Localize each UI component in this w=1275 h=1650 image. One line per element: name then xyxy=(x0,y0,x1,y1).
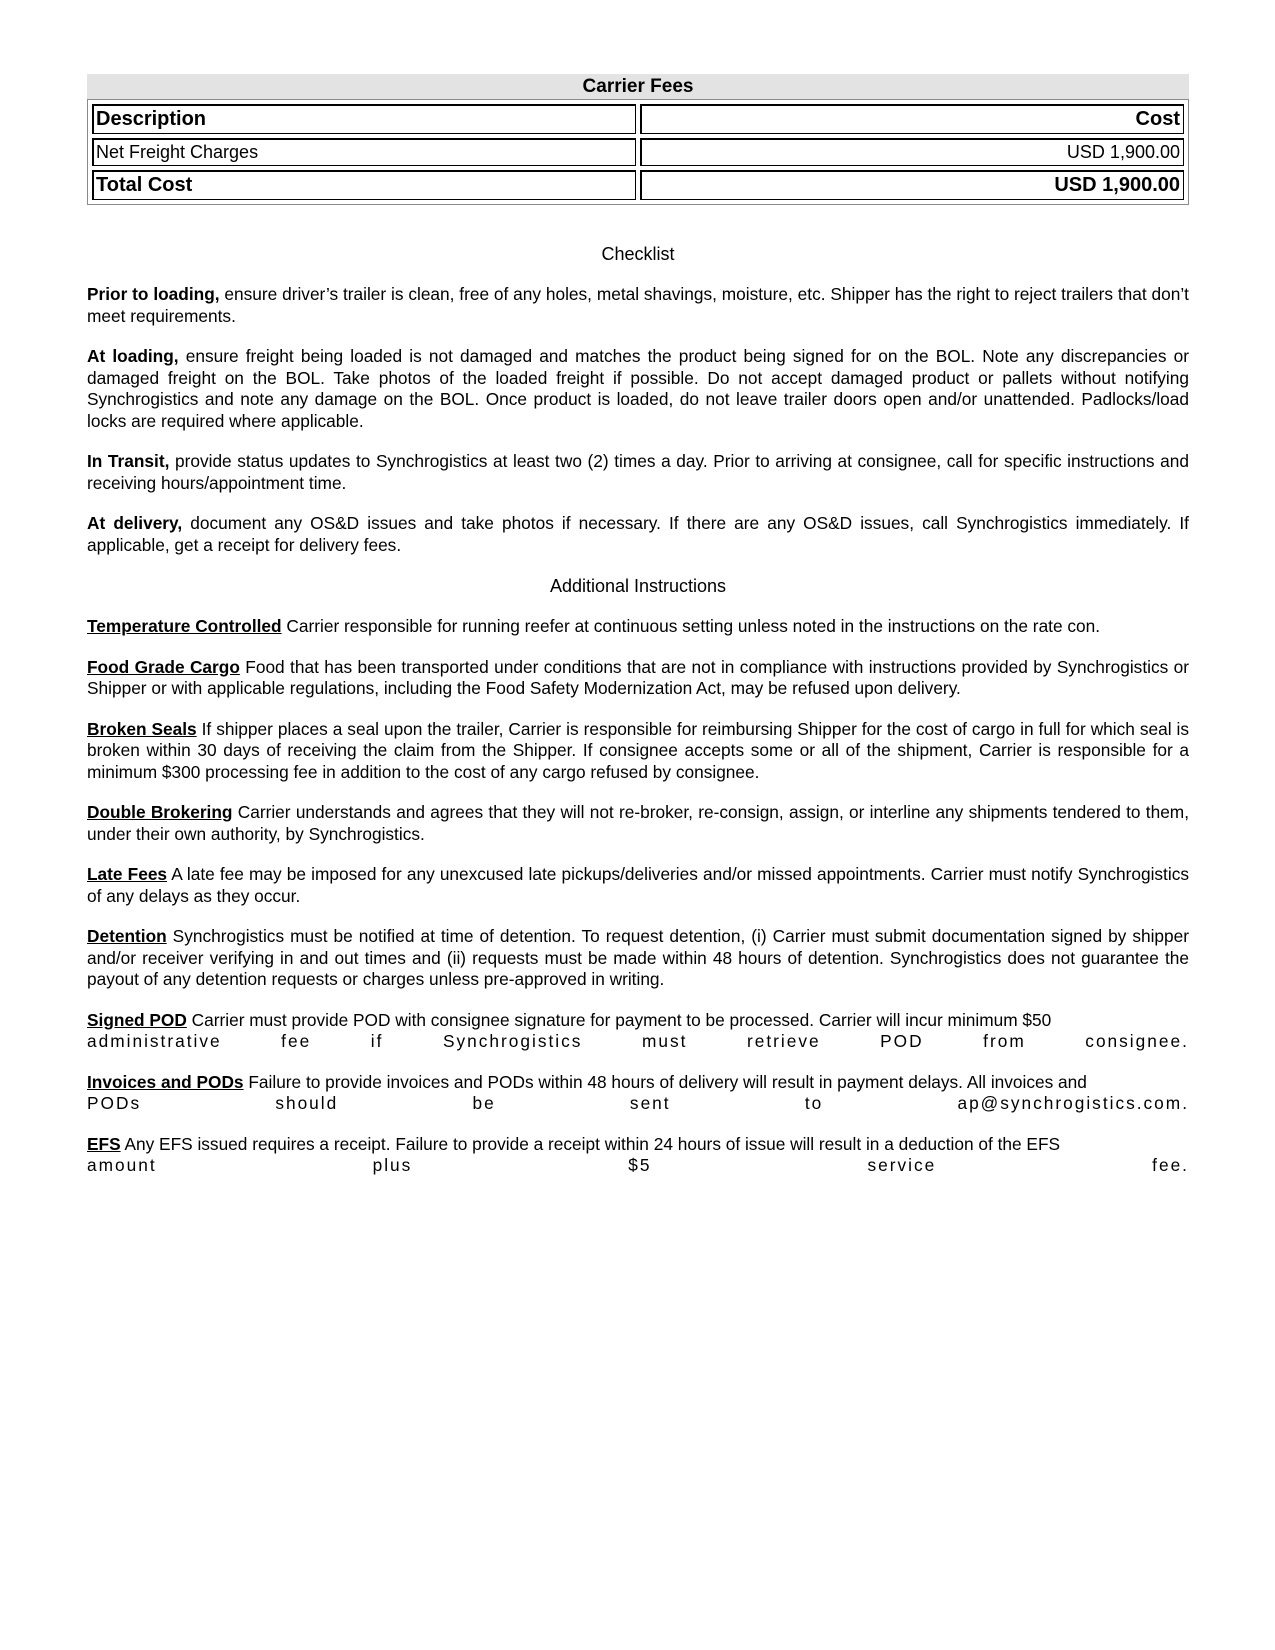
stretched-word: be xyxy=(472,1093,496,1113)
instruction-text: Food that has been transported under conditions that are not in compliance with instructions provided by Synchrogistics or Shipper or with applicable regulations, including the Food Safety Modernization Act, may be refused upon delivery. xyxy=(87,656,1190,698)
instruction-heading: Signed POD xyxy=(87,1009,187,1030)
instruction-heading: EFS xyxy=(87,1133,121,1154)
checklist-item-text: ensure freight being loaded is not damaged and matches the product being signed for on the BOL. Note any discrepancies or damaged freight on the BOL. Take photos of the loaded freight if possible. Do not accept damaged product or pallets without notifying Synchrogistics and note any damage on the BOL. Once product is loaded, do not leave trailer doors open and/or unattended. Padlocks/load locks are required where applicable. xyxy=(87,346,1189,431)
instruction-heading: Invoices and PODs xyxy=(87,1071,244,1092)
instruction-heading: Broken Seals xyxy=(87,718,197,739)
additional-instructions-title: Additional Instructions xyxy=(549,576,727,596)
table-row xyxy=(92,138,1184,166)
checklist-item-text: ensure driver’s trailer is clean, free of any holes, metal shavings, moisture, etc. Shipper has the right to reject trailers that don’t meet requirements. xyxy=(87,284,1189,326)
instruction-signed-pod xyxy=(87,1010,1189,1053)
stretched-word: sent xyxy=(629,1093,671,1113)
instruction-text: If shipper places a seal upon the trailer, Carrier is responsible for reimbursing Shipper for the cost of cargo in full for which seal is broken within 30 days of receiving the claim from the Shipper. If consignee accepts some or all of the shipment, Carrier is responsible for a minimum $300 processing fee in addition to the cost of any cargo refused by consignee. xyxy=(87,718,1189,782)
stretched-word: consignee. xyxy=(1085,1031,1189,1051)
instruction-invoices-and-pods xyxy=(87,1072,1189,1115)
stretched-word: POD xyxy=(880,1031,924,1051)
carrier-fees-title: Carrier Fees xyxy=(87,74,1189,99)
checklist-item-prior-to-loading xyxy=(87,284,1189,327)
instruction-text: Failure to provide invoices and PODs within 48 hours of delivery will result in payment delays. All invoices and xyxy=(243,1071,1087,1092)
instruction-heading: Food Grade Cargo xyxy=(87,656,240,677)
fee-cost: USD 1,900.00 xyxy=(640,138,1184,166)
instruction-heading: Detention xyxy=(87,926,167,946)
checklist-item-lead: At loading, xyxy=(87,346,179,366)
stretched-word: plus xyxy=(372,1155,413,1175)
instruction-stretched-line xyxy=(87,1031,1189,1053)
instruction-late-fees xyxy=(87,864,1189,907)
description-header: Description xyxy=(92,104,636,134)
stretched-word: amount xyxy=(87,1155,157,1175)
stretched-word: PODs xyxy=(87,1093,142,1113)
instruction-text: A late fee may be imposed for any unexcused late pickups/deliveries and/or missed appointments. Carrier must notify Synchrogistics of any delays as they occur. xyxy=(87,864,1189,906)
stretched-word: fee xyxy=(281,1031,312,1051)
stretched-word: $5 xyxy=(628,1155,652,1175)
checklist-item-text: provide status updates to Synchrogistics at least two (2) times a day. Prior to arriving at consignee, call for specific instructions and receiving hours/appointment time. xyxy=(87,451,1189,493)
instruction-stretched-line xyxy=(87,1155,1189,1177)
stretched-word: should xyxy=(275,1093,339,1113)
stretched-word: administrative xyxy=(87,1031,222,1051)
instruction-broken-seals xyxy=(87,719,1189,784)
email-address: ap@synchrogistics.com. xyxy=(957,1093,1189,1113)
instruction-first-line xyxy=(87,1134,1189,1156)
stretched-word: Synchrogistics xyxy=(442,1031,583,1051)
instruction-efs xyxy=(87,1134,1189,1177)
stretched-word: if xyxy=(370,1031,384,1051)
checklist-item-lead: In Transit, xyxy=(87,451,170,471)
stretched-word: from xyxy=(983,1031,1026,1051)
stretched-word: service xyxy=(867,1155,937,1175)
fee-description: Net Freight Charges xyxy=(92,138,636,166)
total-cost: USD 1,900.00 xyxy=(640,170,1184,200)
total-label: Total Cost xyxy=(92,170,636,200)
checklist-item-lead: At delivery, xyxy=(87,513,183,533)
instruction-stretched-line xyxy=(87,1093,1189,1115)
carrier-fees-table xyxy=(87,99,1189,205)
instruction-text: Carrier must provide POD with consignee signature for payment to be processed. Carrier will incur minimum $50 xyxy=(186,1009,1052,1030)
instruction-heading: Late Fees xyxy=(87,864,168,884)
instruction-heading: Temperature Controlled xyxy=(87,616,282,636)
instruction-first-line xyxy=(87,1010,1189,1032)
stretched-word: to xyxy=(804,1093,824,1113)
table-header-row xyxy=(92,104,1184,134)
instruction-text: Carrier understands and agrees that they will not re-broker, re-consign, assign, or interline any shipments tendered to them, under their own authority, by Synchrogistics. xyxy=(87,802,1190,844)
instruction-text: Any EFS issued requires a receipt. Failure to provide a receipt within 24 hours of issue will result in a deduction of the EFS xyxy=(120,1133,1061,1154)
stretched-word: must xyxy=(641,1031,688,1051)
instruction-food-grade-cargo xyxy=(87,657,1189,700)
checklist-item-at-delivery xyxy=(87,513,1189,556)
instruction-text: Carrier responsible for running reefer at continuous setting unless noted in the instructions on the rate con. xyxy=(281,616,1101,636)
stretched-word: fee. xyxy=(1152,1155,1189,1175)
instruction-text: Synchrogistics must be notified at time of detention. To request detention, (i) Carrier must submit documentation signed by shipper and/or receiver verifying in and out times and (ii) requests must be made within 48 hours of detention. Synchrogistics does not guarantee the payout of any detention requests or charges unless pre-approved in writing. xyxy=(87,926,1189,989)
instruction-temperature-controlled xyxy=(87,616,1189,638)
total-row xyxy=(92,170,1184,200)
checklist-item-lead: Prior to loading, xyxy=(87,284,220,304)
checklist-item-text: document any OS&D issues and take photos if necessary. If there are any OS&D issues, call Synchrogistics immediately. If applicable, get a receipt for delivery fees. xyxy=(87,513,1189,555)
cost-header: Cost xyxy=(640,104,1184,134)
checklist-title: Checklist xyxy=(601,244,675,264)
checklist-item-at-loading xyxy=(87,346,1189,432)
instruction-detention xyxy=(87,926,1189,991)
document-page xyxy=(87,74,1189,1177)
instruction-first-line xyxy=(87,1072,1189,1094)
stretched-word: retrieve xyxy=(746,1031,821,1051)
checklist-item-in-transit xyxy=(87,451,1189,494)
instruction-heading: Double Brokering xyxy=(87,802,233,822)
instruction-double-brokering xyxy=(87,802,1189,845)
